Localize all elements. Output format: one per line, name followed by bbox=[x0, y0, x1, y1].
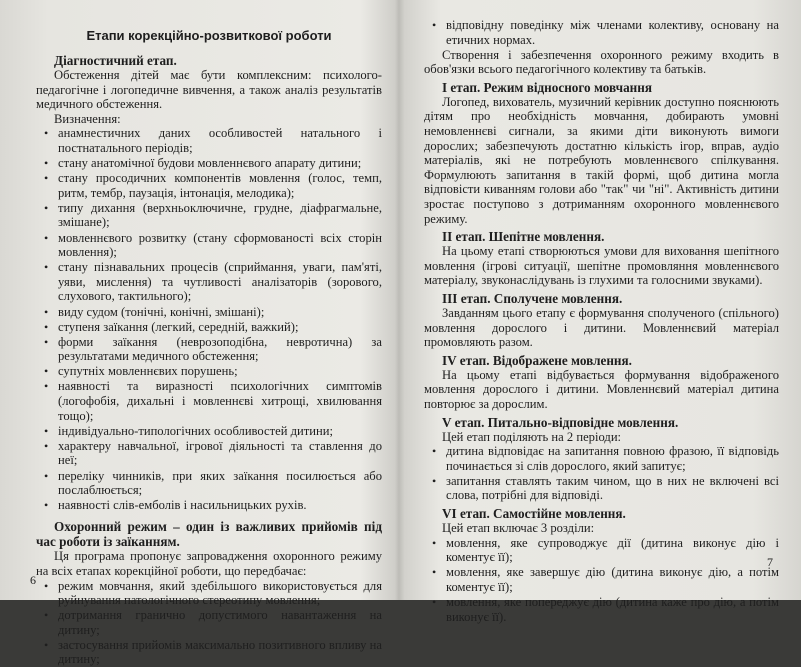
list-item: • мовлення, яке супроводжує дії (дитина виконує дію і коментує її); bbox=[424, 536, 779, 565]
program-intro: Ця програма пропонує запровадження охоронного режиму на всіх етапах корекційної роботи, що передбачає: bbox=[36, 549, 382, 578]
stage-6-intro: Цей етап включає 3 розділи: bbox=[424, 521, 779, 536]
stage-3-text: Завданням цього етапу є формування сполученого (спільного) мовлення дорослого і дитини. Мовленнєвий матеріал промовляють разом. bbox=[424, 306, 779, 350]
definitions-list bbox=[36, 126, 382, 512]
list-item: • мовлення, яке попереджує дію (дитина каже про дію, а потім виконує її). bbox=[424, 595, 779, 624]
list-item: • анамнестичних даних особливостей натального і постнатального періодів; bbox=[36, 126, 382, 155]
list-item: • ступеня заїкання (легкий, середній, важкий); bbox=[36, 320, 382, 335]
list-item: • дитина відповідає на запитання повною фразою, її відповідь починається зі слів дорослого, який запитує; bbox=[424, 444, 779, 473]
list-item: • форми заїкання (неврозоподібна, невротична) за результатами медичного обстеження; bbox=[36, 335, 382, 364]
page-heading: Етапи корекційно-розвиткової роботи bbox=[36, 28, 382, 43]
list-item: • стану пізнавальних процесів (сприймання, уваги, пам'яті, уяви, мислення) та чутливості аналізаторів (зорового, слухового, тактильного); bbox=[36, 260, 382, 304]
creation-paragraph: Створення і забезпечення охоронного режиму входить в обов'язки всього педагогічного колективу та батьків. bbox=[424, 48, 779, 77]
stage-6-title: VI етап. Самостійне мовлення. bbox=[424, 506, 779, 521]
list-item: • стану просодичних компонентів мовлення (голос, темп, ритм, тембр, паузація, інтонація, мелодика); bbox=[36, 171, 382, 200]
continued-list bbox=[424, 18, 779, 47]
list-item: • виду судом (тонічні, конічні, змішані); bbox=[36, 305, 382, 320]
stage-1-title: I етап. Режим відносного мовчання bbox=[424, 80, 779, 95]
stage-4-title: IV етап. Відображене мовлення. bbox=[424, 353, 779, 368]
list-item: • типу дихання (верхньоключичне, грудне, діафрагмальне, змішане); bbox=[36, 201, 382, 230]
stage-5-list bbox=[424, 444, 779, 503]
list-item: • індивідуально-типологічних особливостей дитини; bbox=[36, 424, 382, 439]
list-item: • режим мовчання, який здебільшого використовується для руйнування патологічного стереотипу мовлення; bbox=[36, 579, 382, 608]
stage-4-text: На цьому етапі відбувається формування відображеного мовлення дорослого і дитини. Мовленнєвий матеріал дитина повторює за дорослим. bbox=[424, 368, 779, 412]
list-item: • стану анатомічної будови мовленнєвого апарату дитини; bbox=[36, 156, 382, 171]
list-item: • наявності слів-емболів і насильницьких рухів. bbox=[36, 498, 382, 513]
left-page bbox=[0, 0, 398, 600]
stage-3-title: III етап. Сполучене мовлення. bbox=[424, 291, 779, 306]
list-item: • супутніх мовленнєвих порушень; bbox=[36, 364, 382, 379]
protective-regime-paragraph: Охоронний режим – один із важливих прийомів під час роботи із заїканням. bbox=[36, 519, 382, 549]
program-list bbox=[36, 579, 382, 667]
stage-5-title: V етап. Питально-відповідне мовлення. bbox=[424, 415, 779, 430]
page-number: 7 bbox=[767, 555, 773, 570]
stage-5-intro: Цей етап поділяють на 2 періоди: bbox=[424, 430, 779, 445]
list-item: • мовлення, яке завершує дію (дитина виконує дію, а потім коментує її); bbox=[424, 565, 779, 594]
page-number: 6 bbox=[30, 573, 36, 588]
right-page bbox=[402, 0, 801, 600]
stage-2-text: На цьому етапі створюються умови для виховання шепітного мовлення (ігрові ситуації, шепітне промовляння мовленнєвого матеріалу, звуконаслідувань із глухими та голосними звуками). bbox=[424, 244, 779, 288]
stage-2-title: II етап. Шепітне мовлення. bbox=[424, 229, 779, 244]
list-item: • запитання ставлять таким чином, що в них не включені всі слова, потрібні для відповіді. bbox=[424, 474, 779, 503]
list-item: • наявності та виразності психологічних симптомів (логофобія, дихальні і мовленнєві хитрощі, хвилювання тощо); bbox=[36, 379, 382, 423]
definitions-label: Визначення: bbox=[36, 112, 382, 127]
stage-1-text: Логопед, вихователь, музичний керівник доступно пояснюють дітям про необхідність мовчання, добирають умовні немовленнєві сигнали, за якими діти виконують вимоги дорослих; забезпечують достатню кількість ігор, вправ, аудіо матеріалів, які не потребують мовленнєвого спілкування. Формулюють запитання в такій формі, щоб дитина могла відповісти киванням голови або "так" чи "ні". Активність дитини зростає поступово з дотриманням охоронного мовленнєвого режиму. bbox=[424, 95, 779, 226]
diagnostic-intro: Обстеження дітей має бути комплексним: психолого-педагогічне і логопедичне вивчення, а також аналіз результатів медичного обстеження. bbox=[36, 68, 382, 112]
diagnostic-stage-title: Діагностичний етап. bbox=[36, 53, 382, 68]
list-item: • застосування прийомів максимально позитивного впливу на дитину; bbox=[36, 638, 382, 667]
list-item: • переліку чинників, при яких заїкання посилюється або послаблюється; bbox=[36, 469, 382, 498]
stage-6-list bbox=[424, 536, 779, 625]
list-item: • характеру навчальної, ігрової діяльності та ставлення до неї; bbox=[36, 439, 382, 468]
list-item: • дотримання гранично допустимого навантаження на дитину; bbox=[36, 608, 382, 637]
list-item: • мовленнєвого розвитку (стану сформованості всіх сторін мовлення); bbox=[36, 231, 382, 260]
list-item: • відповідну поведінку між членами колективу, основану на етичних нормах. bbox=[424, 18, 779, 47]
